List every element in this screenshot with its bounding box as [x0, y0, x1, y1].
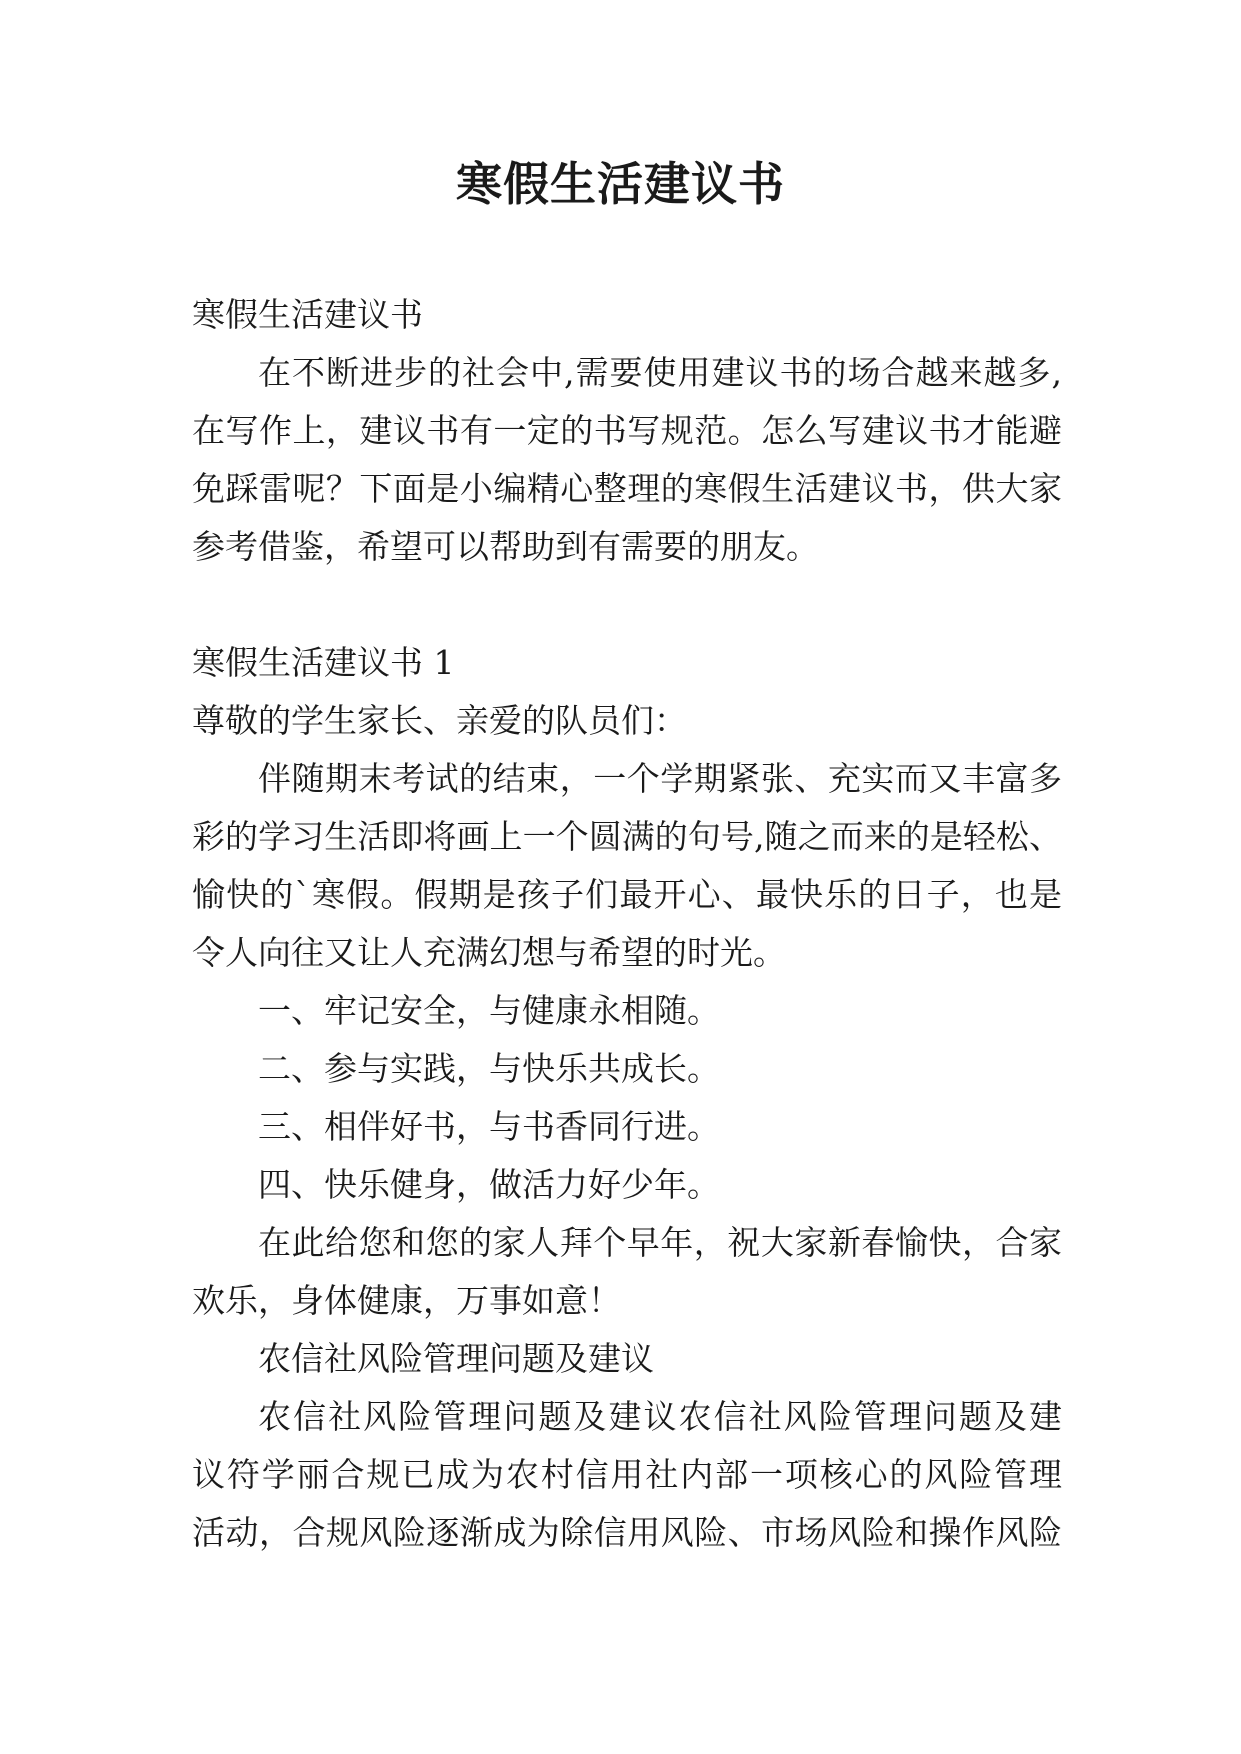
intro-paragraph	[192, 344, 1062, 576]
suggestion-list	[192, 982, 1062, 1214]
para1-line-1: 伴随期末考试的结束，一个学期紧张、充实而又丰富多	[258, 759, 1062, 798]
list-item: 四、快乐健身，做活力好少年。	[258, 1165, 720, 1204]
intro-line-3: 免踩雷呢？下面是小编精心整理的寒假生活建议书，供大家	[192, 469, 1062, 508]
section-2-heading: 农信社风险管理问题及建议	[258, 1339, 654, 1378]
intro-line-4: 参考借鉴，希望可以帮助到有需要的朋友。	[192, 527, 819, 566]
section-1-paragraph	[192, 750, 1062, 982]
para1-line-2: 彩的学习生活即将画上一个圆满的句号,随之而来的是轻松、	[192, 817, 1062, 856]
para2-line-3: 活动，合规风险逐渐成为除信用风险、市场风险和操作风险	[192, 1513, 1062, 1552]
closing-line-1: 在此给您和您的家人拜个早年，祝大家新春愉快，合家	[258, 1223, 1062, 1262]
intro-heading: 寒假生活建议书	[192, 295, 423, 334]
paragraph-gap	[192, 576, 1062, 634]
document-body	[192, 286, 1062, 1562]
list-item: 二、参与实践，与快乐共成长。	[258, 1049, 720, 1088]
intro-line-2: 在写作上，建议书有一定的书写规范。怎么写建议书才能避	[192, 411, 1062, 450]
list-item: 三、相伴好书，与书香同行进。	[258, 1107, 720, 1146]
intro-line-1: 在不断进步的社会中,需要使用建议书的场合越来越多,	[258, 353, 1062, 392]
para1-line-4: 令人向往又让人充满幻想与希望的时光。	[192, 933, 786, 972]
para1-line-3: 愉快的`寒假。假期是孩子们最开心、最快乐的日子，也是	[192, 875, 1062, 914]
para2-line-1: 农信社风险管理问题及建议农信社风险管理问题及建	[258, 1397, 1062, 1436]
closing-line-2: 欢乐，身体健康，万事如意！	[192, 1281, 621, 1320]
closing-paragraph	[192, 1214, 1062, 1330]
salutation: 尊敬的学生家长、亲爱的队员们：	[192, 701, 687, 740]
document-title: 寒假生活建议书	[456, 157, 785, 211]
list-item: 一、牢记安全，与健康永相随。	[258, 991, 720, 1030]
para2-line-2: 议符学丽合规已成为农村信用社内部一项核心的风险管理	[192, 1455, 1062, 1494]
section-1-heading: 寒假生活建议书 1	[192, 643, 455, 682]
section-2-paragraph	[192, 1388, 1062, 1562]
